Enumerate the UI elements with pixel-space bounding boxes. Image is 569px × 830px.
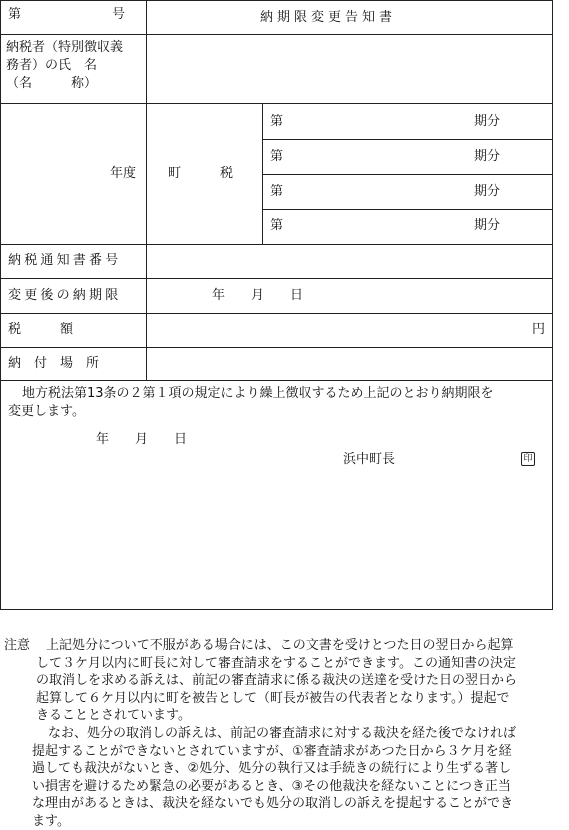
taxpayer-name-field[interactable] xyxy=(147,35,552,103)
row-divider xyxy=(262,174,553,175)
note-line: の取消しを求める訴えは、前記の審査請求に係る裁決の送達を受けた日の翌日から xyxy=(4,672,566,690)
body-text-line2: 変更します。 xyxy=(8,404,85,420)
seal-mark: 印 xyxy=(521,452,535,466)
note-line: 提起することができないとされていますが、①審査請求があつた日から３ケ月を経 xyxy=(4,743,566,761)
new-due-date-label: 変更後の納期限 xyxy=(8,288,121,304)
note-line: なお、処分の取消しの訴えは、前記の審査請求に対する裁決を経た後でなければ xyxy=(4,725,566,743)
new-due-date-value: 年 月 日 xyxy=(212,288,303,304)
notes-paragraph-1 xyxy=(4,637,566,725)
notes-paragraph-2 xyxy=(4,725,566,830)
period-prefix: 第 xyxy=(270,218,283,234)
period-prefix: 第 xyxy=(270,184,283,200)
payment-place-field[interactable] xyxy=(147,348,552,380)
payment-place-label: 納 付 場 所 xyxy=(8,356,99,372)
tax-amount-field[interactable] xyxy=(147,314,527,347)
notes-heading: 注意 xyxy=(4,637,30,655)
row-divider xyxy=(262,209,553,210)
row-divider xyxy=(0,103,553,104)
form-title: 納期限変更告知書 xyxy=(260,10,396,26)
notice-number-label: 納税通知書番号 xyxy=(8,253,121,269)
note-line: 過しても裁決がないとき、②処分、処分の執行又は手続きの続行により生ずる著し xyxy=(4,760,566,778)
row-divider xyxy=(262,139,553,140)
notice-number-field[interactable] xyxy=(147,245,552,278)
tax-amount-label: 税 額 xyxy=(8,322,138,338)
yen-unit: 円 xyxy=(532,322,545,338)
period-prefix: 第 xyxy=(270,149,283,165)
issuer-name: 浜中町長 xyxy=(343,452,395,468)
column-divider xyxy=(262,103,263,244)
taxpayer-label-line3: （名 称） xyxy=(6,76,97,92)
issue-date: 年 月 日 xyxy=(96,432,187,448)
note-line: ます。 xyxy=(4,813,566,830)
body-text-line1: 地方税法第13条の２第１項の規定により繰上徴収するため上記のとおり納期限を xyxy=(22,386,494,402)
number-label: 第 号 xyxy=(8,7,138,23)
town-tax-label: 町 税 xyxy=(168,166,233,182)
note-line: 上記処分について不服がある場合には、この文書を受けとつた日の翌日から起算 xyxy=(4,637,566,655)
note-line: な理由があるときは、裁決を経ないでも処分の取消しの訴えを提起することができ xyxy=(4,795,566,813)
period-prefix: 第 xyxy=(270,114,283,130)
period-suffix: 期分 xyxy=(474,149,500,165)
note-line: きることとされています。 xyxy=(4,707,566,725)
note-line: して３ケ月以内に町長に対して審査請求をすることができます。この通知書の決定 xyxy=(4,655,566,673)
note-line: 起算して６ケ月以内に町を被告として（町長が被告の代表者となります。）提起で xyxy=(4,690,566,708)
year-label: 年度 xyxy=(110,166,136,182)
period-suffix: 期分 xyxy=(474,114,500,130)
period-suffix: 期分 xyxy=(474,184,500,200)
taxpayer-label-line1: 納税者（特別徴収義 xyxy=(6,40,123,56)
note-line: い損害を避けるため緊急の必要があるとき、③その他裁決を経ないことにつき正当 xyxy=(4,778,566,796)
taxpayer-label-line2: 務者）の氏 名 xyxy=(6,58,97,74)
period-suffix: 期分 xyxy=(474,218,500,234)
row-divider xyxy=(0,278,553,279)
row-divider xyxy=(0,380,553,381)
